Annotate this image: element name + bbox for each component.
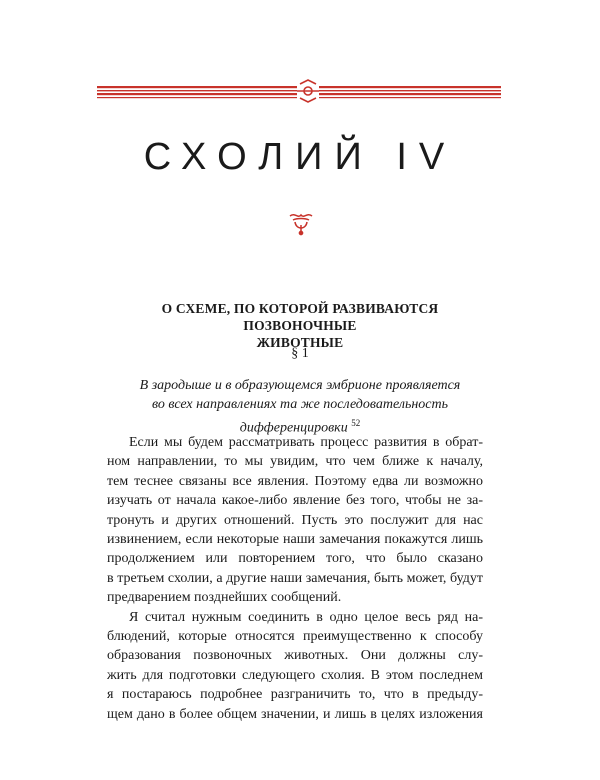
ornament-rule bbox=[319, 97, 501, 98]
paragraph-2 bbox=[107, 608, 483, 724]
text-line: Я считал нужным соединить в одно целое весь ряд на- bbox=[129, 609, 483, 625]
section-heading-line: О СХЕМЕ, ПО КОТОРОЙ РАЗВИВАЮТСЯ ПОЗВОНОЧНЫЕ bbox=[161, 301, 439, 333]
paragraph-number: § 1 bbox=[291, 346, 309, 361]
ornament-knot-icon bbox=[297, 80, 319, 102]
section-heading-line: ЖИВОТНЫЕ bbox=[256, 335, 344, 350]
text-line: Если мы будем рассматривать процесс развития в обрат- bbox=[129, 435, 483, 450]
text-line: в третьем схолии, а другие наши замечания, быть может, будут bbox=[107, 570, 483, 586]
header-ornament-band bbox=[97, 78, 501, 104]
text-line: жить для подготовки следующего схолия. В этом последнем bbox=[107, 667, 483, 683]
ornament-rule bbox=[319, 93, 501, 95]
text-line: блюдений, которые относятся преимущественно к способу bbox=[107, 629, 483, 645]
text-line: предварением позднейших сообщений. bbox=[107, 590, 342, 606]
text-line: извинением, если некоторые наши замечания покажутся лишь bbox=[107, 532, 483, 548]
text-line: тем теснее связаны все явления. Поэтому едва ли возможно bbox=[107, 473, 483, 489]
ornament-rule bbox=[97, 90, 297, 91]
text-line: я постараюсь подробнее разграничить то, что в предыду- bbox=[107, 687, 483, 703]
footnote-reference: 52 bbox=[351, 418, 361, 428]
fleuron-icon bbox=[287, 210, 315, 236]
paragraph-1 bbox=[107, 433, 483, 608]
section-summary bbox=[120, 376, 480, 438]
ornament-rule bbox=[97, 93, 297, 95]
text-line: изучать от начала какое-либо явление без того, чтобы не за- bbox=[107, 493, 483, 509]
summary-line: во всех направлениях та же последовательность bbox=[152, 397, 448, 412]
summary-line-text: дифференцировки bbox=[239, 420, 348, 436]
text-line: щем дано в более общем значении, и лишь в целях изложения bbox=[107, 706, 483, 722]
text-line: образования позвоночных животных. Они должны слу- bbox=[107, 648, 483, 664]
text-line: продолжением или повторением того, что было сказано bbox=[107, 551, 483, 567]
ornament-rule bbox=[97, 86, 297, 88]
ornament-rule bbox=[319, 90, 501, 91]
section-heading bbox=[120, 300, 480, 351]
text-line: тронуть и других отношений. Пусть это послужит для нас bbox=[107, 512, 483, 528]
body-text bbox=[107, 433, 483, 724]
summary-line: В зародыше и в образующемся эмбрионе проявляется bbox=[139, 378, 461, 393]
text-line: ном направлении, то мы увидим, что чем ближе к началу, bbox=[107, 454, 483, 470]
ornament-rule bbox=[319, 86, 501, 88]
chapter-title: СХОЛИЙ IV bbox=[143, 136, 457, 178]
ornament-rule bbox=[97, 97, 297, 98]
